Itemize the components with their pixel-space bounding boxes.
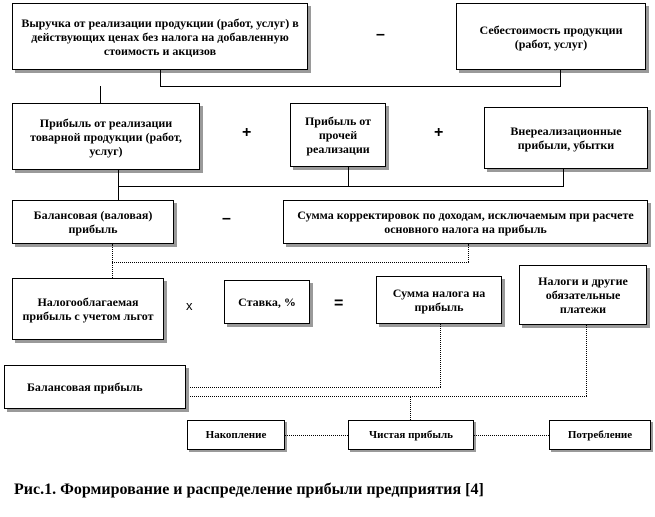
connector bbox=[160, 86, 561, 87]
non-operating-box: Внереализационные прибыли, убытки bbox=[484, 107, 648, 169]
other-profit-box: Прибыль от прочей реализации bbox=[290, 103, 386, 167]
connector bbox=[560, 70, 561, 86]
minus-operator-2: – bbox=[222, 210, 231, 227]
connector bbox=[112, 244, 113, 262]
connector bbox=[468, 244, 469, 262]
accumulation-box: Накопление bbox=[187, 420, 285, 450]
cost-box: Себестоимость продукции (работ, услуг) bbox=[456, 3, 646, 70]
balance-profit-final-box: Балансовая прибыль bbox=[4, 365, 186, 409]
connector bbox=[474, 435, 549, 436]
balance-profit-box: Балансовая (валовая) прибыль bbox=[12, 200, 174, 244]
sales-profit-box: Прибыль от реализации товарной продукции (работ, услуг) bbox=[12, 103, 200, 170]
net-profit-box: Чистая прибыль bbox=[348, 420, 474, 450]
revenue-box: Выручка от реализации продукции (работ, услуг) в действующих ценах без налога на добавленную стоимость и акцизов bbox=[12, 3, 308, 70]
consumption-box: Потребление bbox=[549, 420, 651, 450]
connector bbox=[186, 387, 441, 388]
rate-box: Ставка, % bbox=[224, 280, 310, 324]
connector bbox=[285, 435, 348, 436]
connector bbox=[112, 262, 113, 278]
connector bbox=[586, 325, 587, 396]
plus-operator-2: + bbox=[434, 124, 444, 141]
connector bbox=[100, 86, 101, 103]
connector bbox=[348, 167, 349, 186]
figure-caption: Рис.1. Формирование и распределение прибыли предприятия [4] bbox=[14, 481, 484, 498]
other-taxes-box: Налоги и другие обязательные платежи bbox=[519, 265, 647, 325]
adjustments-box: Сумма корректировок по доходам, исключаемым при расчете основного налога на прибыль bbox=[283, 200, 648, 244]
connector bbox=[112, 262, 469, 263]
connector bbox=[186, 396, 587, 397]
connector bbox=[410, 396, 411, 420]
connector bbox=[118, 186, 564, 187]
connector bbox=[563, 169, 564, 186]
tax-sum-box: Сумма налога на прибыль bbox=[376, 276, 502, 324]
minus-operator-1: – bbox=[376, 26, 385, 43]
connector bbox=[118, 170, 119, 200]
plus-operator-1: + bbox=[242, 124, 252, 141]
equals-operator: = bbox=[334, 295, 344, 312]
multiply-operator: x bbox=[186, 298, 193, 313]
connector bbox=[160, 70, 161, 86]
connector bbox=[440, 324, 441, 387]
taxable-profit-box: Налогооблагаемая прибыль с учетом льгот bbox=[12, 278, 164, 340]
